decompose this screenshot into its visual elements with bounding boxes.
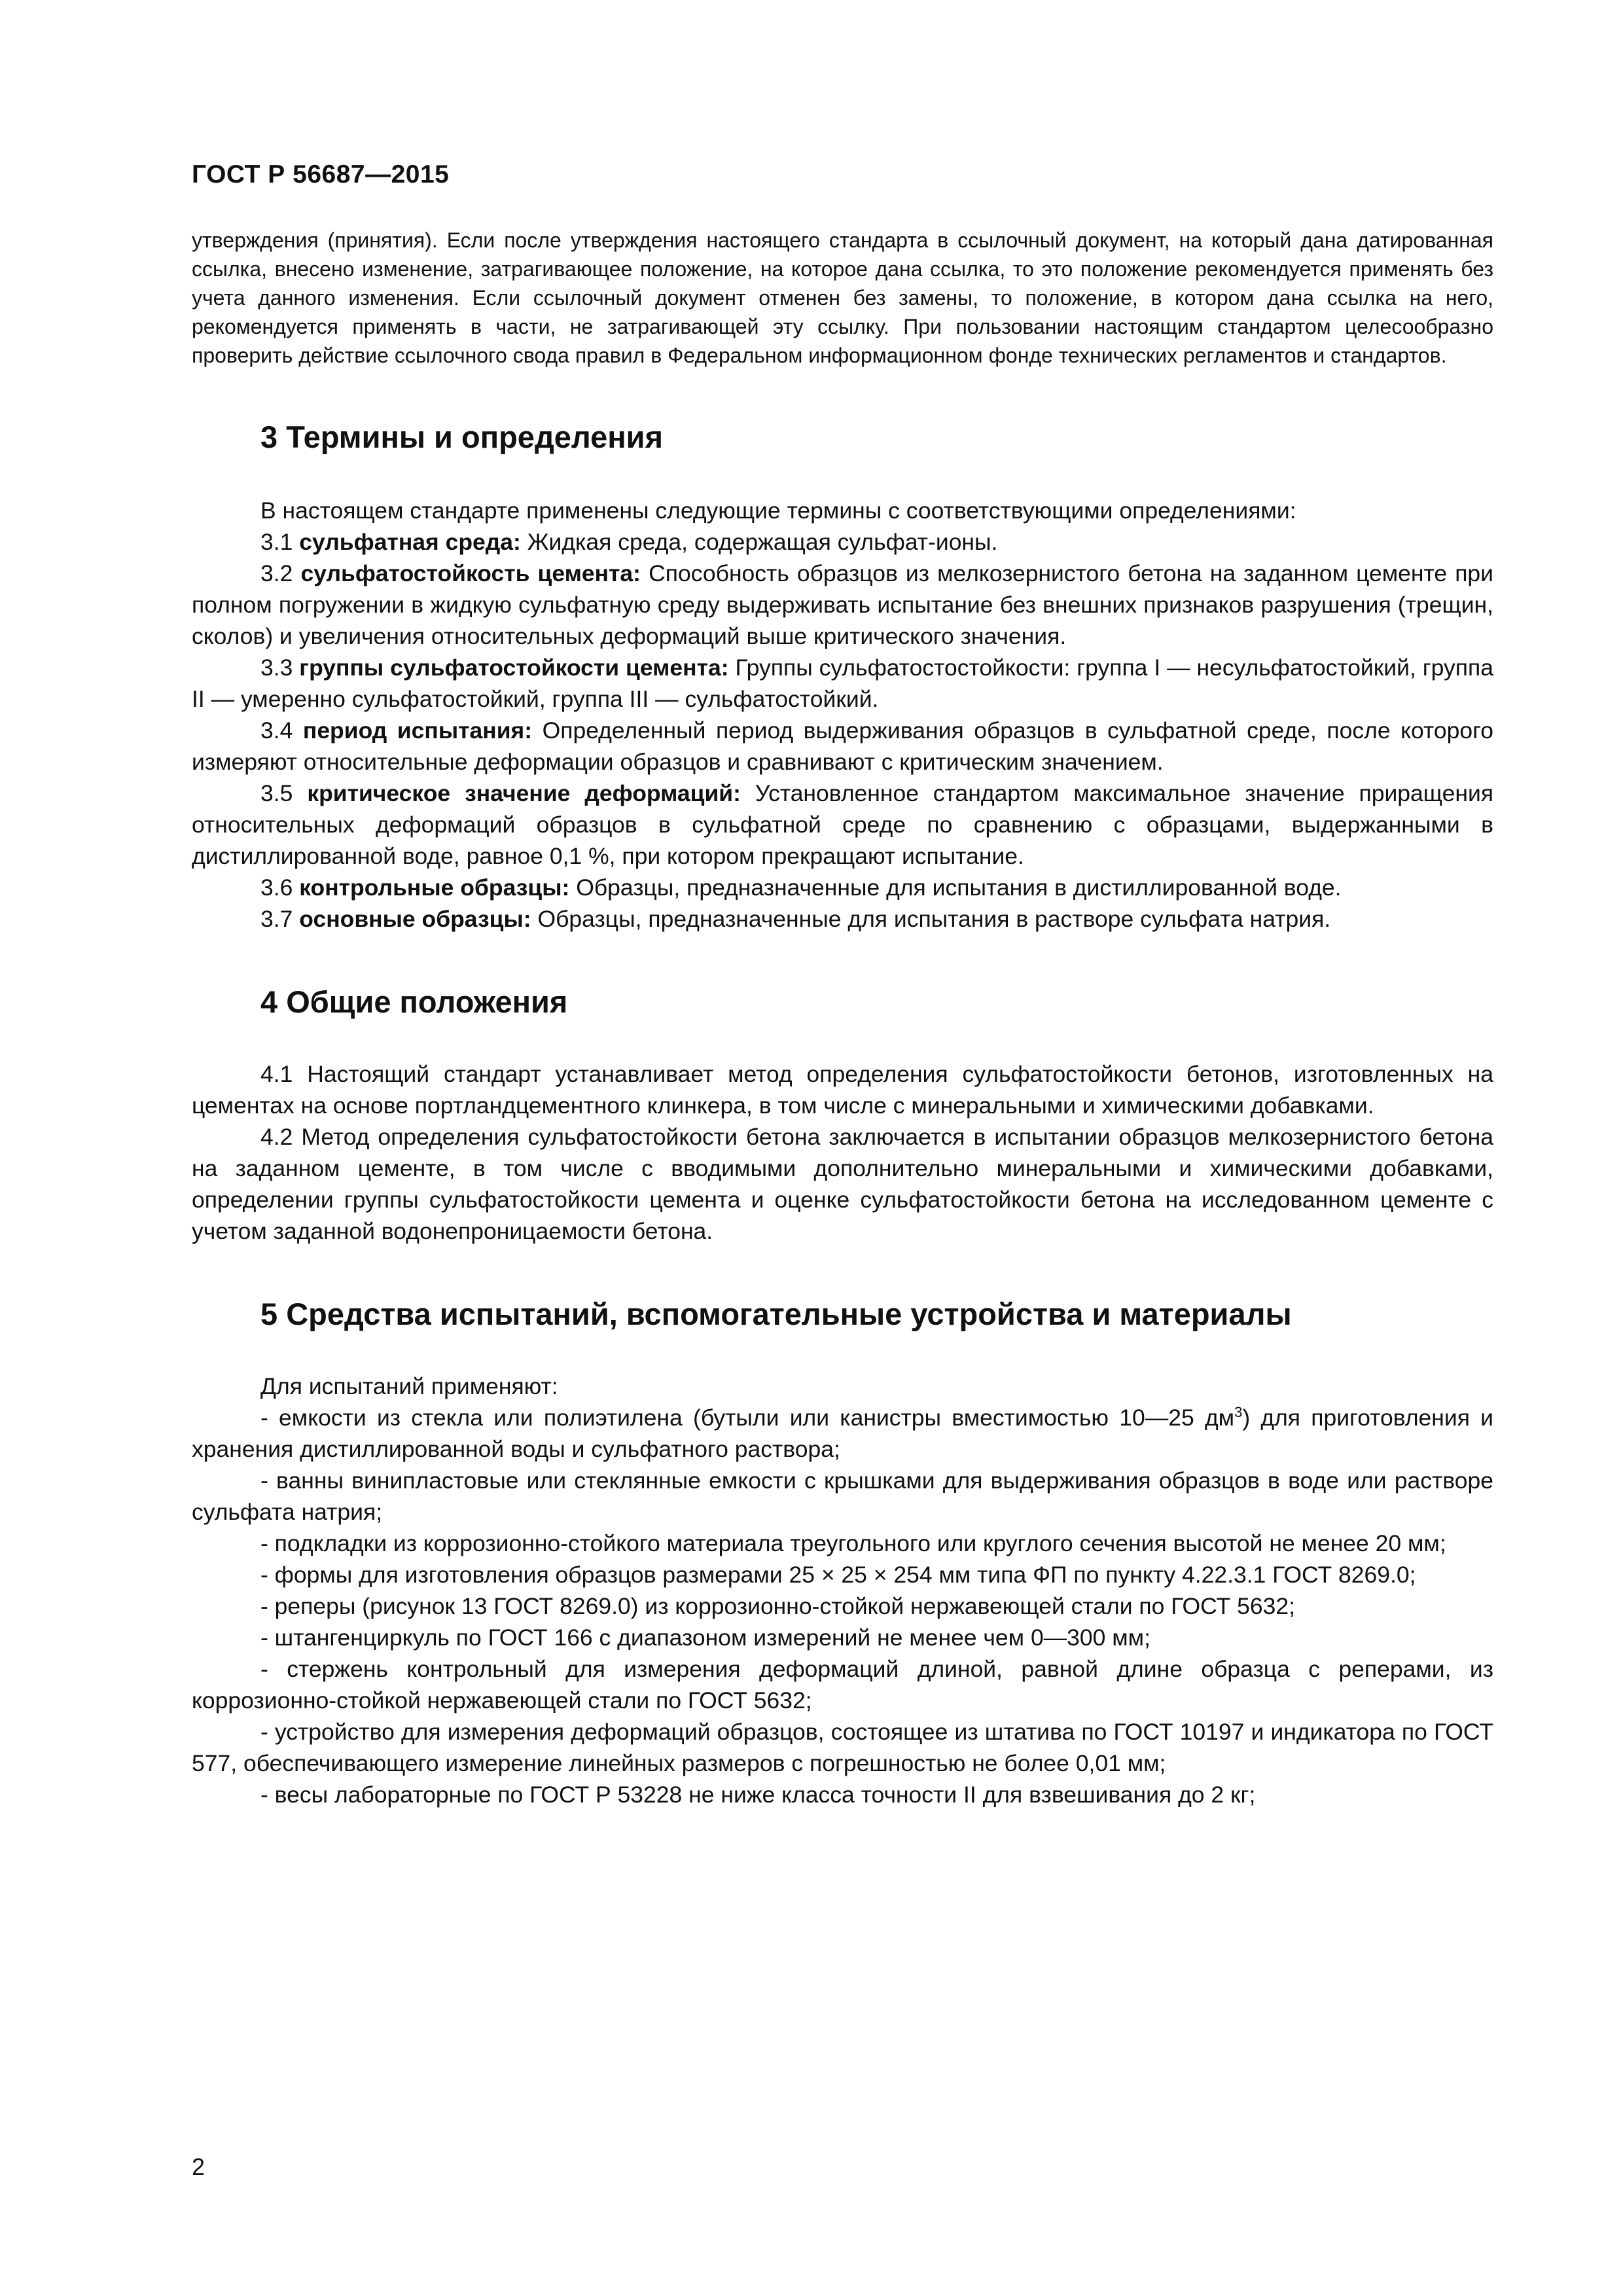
term-definition: Образцы, предназначенные для испытания в растворе сульфата натрия.: [537, 906, 1331, 932]
superscript: 3: [1234, 1404, 1243, 1421]
item-text: ) для приготовления и хранения дистиллированной воды и сульфатного раствора;: [192, 1405, 1493, 1462]
equipment-item: - стержень контрольный для измерения деформаций длиной, равной длине образца с реперами, из коррозионно-стойкой нержавеющей стали по ГОСТ 5632;: [192, 1656, 1493, 1713]
term-number: 3.6: [260, 874, 293, 901]
term-number: 3.2: [260, 560, 293, 586]
term-3-2: [192, 558, 1493, 652]
term-name: сульфатостойкость цемента:: [300, 560, 641, 586]
term-name: основные образцы:: [299, 906, 531, 932]
intro-paragraph: утверждения (принятия). Если после утверждения настоящего стандарта в ссылочный документ, на который дана датированная ссылка, внесено изменение, затрагивающее положение, на которое дана ссылка, то это положение рекомендуется применять без учета данного изменения. Если ссылочный документ отменен без замены, то положение, в котором дана ссылка на него, рекомендуется применять в части, не затрагивающей эту ссылку. При пользовании настоящим стандартом целесообразно проверить действие ссылочного свода правил в Федеральном информационном фонде технических регламентов и стандартов.: [192, 228, 1493, 367]
term-number: 3.1: [260, 529, 293, 555]
term-number: 3.4: [260, 717, 293, 744]
term-definition: Определенный период выдерживания образцов в сульфатной среде, после которого измеряют относительные деформации образцов и сравнивают с критическим значением.: [192, 717, 1493, 775]
page-header: ГОСТ Р 56687—2015: [192, 160, 450, 188]
term-number: 3.7: [260, 906, 293, 932]
term-definition: Установленное стандартом максимальное значение приращения относительных деформаций образцов в сульфатной среде по сравнению с образцами, выдержанными в дистиллированной воде, равное 0,1 %, при котором прекращают испытание.: [192, 780, 1493, 869]
section-3-heading: 3 Термины и определения: [260, 420, 663, 454]
section-5-lead: Для испытаний применяют:: [260, 1373, 558, 1399]
section-3-lead: В настоящем стандарте применены следующие термины с соответствующими определениями:: [260, 497, 1296, 524]
term-name: период испытания:: [302, 717, 533, 744]
term-name: группы сульфатостойкости цемента:: [299, 655, 729, 681]
term-3-4: [192, 715, 1493, 778]
equipment-item: - подкладки из коррозионно-стойкого материала треугольного или круглого сечения высотой не менее 20 мм;: [260, 1530, 1446, 1556]
section-4-heading: 4 Общие положения: [260, 984, 568, 1019]
term-3-6: [192, 872, 1493, 903]
term-name: сульфатная среда:: [299, 529, 521, 555]
term-name: контрольные образцы:: [299, 874, 570, 901]
term-3-7: [192, 903, 1493, 935]
equipment-item: - весы лабораторные по ГОСТ Р 53228 не ниже класса точности II для взвешивания до 2 кг;: [260, 1782, 1256, 1808]
clause-4-2: 4.2 Метод определения сульфатостойкости бетона заключается в испытании образцов мелкозернистого бетона на заданном цементе, в том числе с вводимыми дополнительно минеральными и химическими добавками, определении группы сульфатостойкости цемента и оценке сульфатостойкости бетона на исследованном цементе с учетом заданной водонепроницаемости бетона.: [192, 1124, 1493, 1244]
term-definition: Образцы, предназначенные для испытания в дистиллированной воде.: [576, 874, 1342, 901]
equipment-item: - реперы (рисунок 13 ГОСТ 8269.0) из коррозионно-стойкой нержавеющей стали по ГОСТ 5632;: [260, 1593, 1295, 1619]
term-number: 3.3: [260, 655, 293, 681]
item-text: - емкости из стекла или полиэтилена (бутыли или канистры вместимостью 10—25 дм: [260, 1405, 1235, 1431]
equipment-item: - штангенциркуль по ГОСТ 166 с диапазоном измерений не менее чем 0—300 мм;: [260, 1624, 1150, 1651]
term-definition: Способность образцов из мелкозернистого бетона на заданном цементе при полном погружении в жидкую сульфатную среду выдерживать испытание без внешних признаков разрушения (трещин, сколов) и увеличения относительных деформаций выше критического значения.: [192, 560, 1494, 649]
document-body: [192, 226, 1493, 1810]
equipment-item: [192, 1402, 1493, 1465]
term-name: критическое значение деформаций:: [307, 780, 741, 806]
term-number: 3.5: [260, 780, 293, 806]
equipment-item: - формы для изготовления образцов размерами 25 × 25 × 254 мм типа ФП по пункту 4.22.3.1 ГОСТ 8269.0;: [260, 1562, 1416, 1588]
term-definition: Жидкая среда, содержащая сульфат-ионы.: [527, 529, 998, 555]
clause-4-1: 4.1 Настоящий стандарт устанавливает метод определения сульфатостойкости бетонов, изготовленных на цементах на основе портландцементного клинкера, в том числе с минеральными и химическими добавками.: [192, 1061, 1493, 1119]
equipment-item: - ванны винипластовые или стеклянные емкости с крышками для выдерживания образцов в воде или растворе сульфата натрия;: [192, 1467, 1493, 1525]
term-3-3: [192, 652, 1493, 715]
equipment-item: - устройство для измерения деформаций образцов, состоящее из штатива по ГОСТ 10197 и индикатора по ГОСТ 577, обеспечивающего измерение линейных размеров с погрешностью не более 0,01 мм;: [192, 1719, 1493, 1776]
term-definition: Группы сульфатостостойкости: группа I — несульфатостойкий, группа II — умеренно сульфатостойкий, группа III — сульфатостойкий.: [192, 655, 1493, 712]
section-5-heading: 5 Средства испытаний, вспомогательные устройства и материалы: [260, 1297, 1292, 1331]
term-3-5: [192, 778, 1493, 872]
term-3-1: [192, 526, 1493, 558]
page-number: 2: [192, 2153, 205, 2180]
